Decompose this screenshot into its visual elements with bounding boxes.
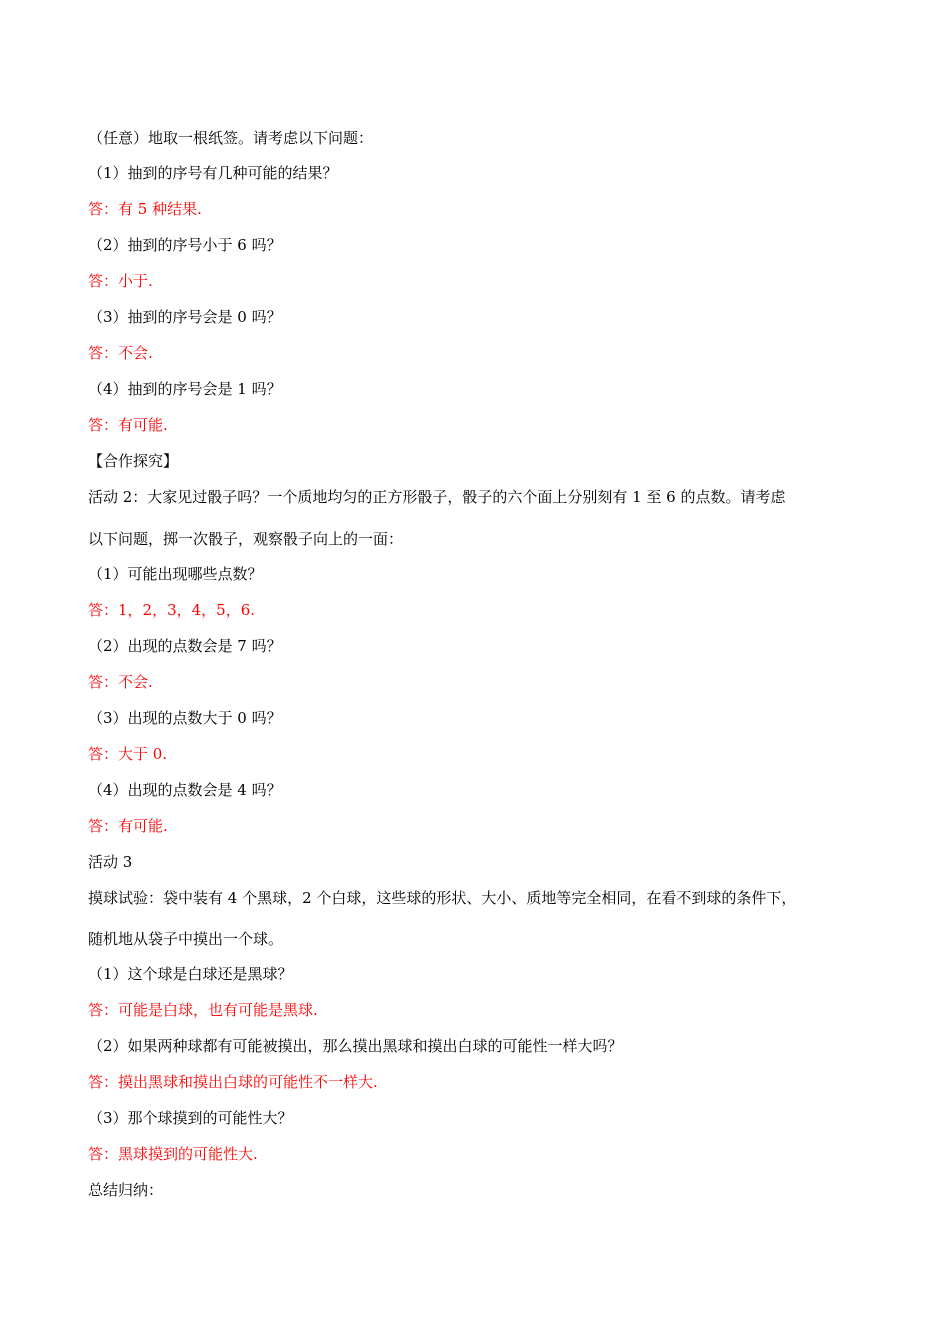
answer-3-3: 答：黑球摸到的可能性大. (88, 1145, 258, 1163)
answer-3-1: 答：可能是白球，也有可能是黑球. (88, 1001, 318, 1019)
activity-3-text-line-1: 摸球试验：袋中装有 4 个黑球，2 个白球，这些球的形状、大小、质地等完全相同，在看不到球的条件下， (88, 889, 797, 907)
question-2-3: （3）出现的点数大于 0 吗？ (88, 709, 282, 727)
answer-1-1: 答：有 5 种结果. (88, 200, 202, 218)
answer-2-2: 答：不会. (88, 673, 153, 691)
activity-3-text-line-2: 随机地从袋子中摸出一个球。 (88, 930, 284, 948)
question-1-4: （4）抽到的序号会是 1 吗？ (88, 380, 282, 398)
activity-2-text-line-1: 活动 2：大家见过骰子吗？一个质地均匀的正方形骰子，骰子的六个面上分别刻有 1 至 6 的点数。请考虑 (88, 488, 786, 506)
answer-2-4: 答：有可能. (88, 817, 168, 835)
activity-3-title: 活动 3 (88, 853, 133, 871)
summary-heading: 总结归纳： (88, 1181, 164, 1199)
section-heading: 【合作探究】 (88, 452, 179, 470)
intro-text: （任意）地取一根纸签。请考虑以下问题： (88, 129, 374, 147)
answer-1-4: 答：有可能. (88, 416, 168, 434)
question-3-3: （3）那个球摸到的可能性大？ (88, 1109, 293, 1127)
answer-1-2: 答：小于. (88, 272, 153, 290)
question-2-1: （1）可能出现哪些点数？ (88, 565, 263, 583)
answer-3-2: 答：摸出黑球和摸出白球的可能性不一样大. (88, 1073, 378, 1091)
question-3-2: （2）如果两种球都有可能被摸出，那么摸出黑球和摸出白球的可能性一样大吗？ (88, 1037, 623, 1055)
question-2-2: （2）出现的点数会是 7 吗？ (88, 637, 282, 655)
question-1-1: （1）抽到的序号有几种可能的结果？ (88, 164, 338, 182)
activity-2-text-line-2: 以下问题，掷一次骰子，观察骰子向上的一面： (88, 530, 404, 548)
answer-2-1: 答：1，2，3，4，5，6. (88, 601, 256, 619)
answer-2-3: 答：大于 0. (88, 745, 168, 763)
question-3-1: （1）这个球是白球还是黑球？ (88, 965, 293, 983)
question-1-2: （2）抽到的序号小于 6 吗？ (88, 236, 282, 254)
answer-1-3: 答：不会. (88, 344, 153, 362)
question-2-4: （4）出现的点数会是 4 吗？ (88, 781, 282, 799)
question-1-3: （3）抽到的序号会是 0 吗？ (88, 308, 282, 326)
